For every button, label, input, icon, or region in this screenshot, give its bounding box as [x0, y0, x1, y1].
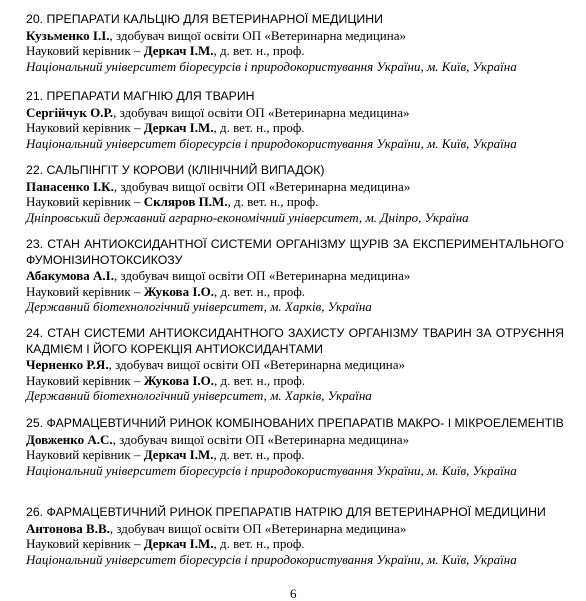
supervisor-name: Деркач І.М. [143, 536, 214, 552]
author-role: , здобувач вищої освіти ОП «Ветеринарна медицина» [112, 431, 410, 447]
author-role: , здобувач вищої освіти ОП «Ветеринарна медицина» [109, 27, 406, 43]
supervisor-suffix: , д. вет. н., проф. [213, 536, 305, 552]
supervisor-line [26, 284, 564, 300]
entry-title: 21. ПРЕПАРАТИ МАГНІЮ ДЛЯ ТВАРИН [26, 89, 255, 103]
supervisor-name: Деркач І.М. [143, 43, 214, 59]
supervisor-line [26, 43, 564, 59]
affiliation: Державний біотехнологічний університет, м. Харків, Україна [26, 299, 372, 315]
supervisor-line [26, 447, 564, 463]
supervisor-prefix: Науковий керівник – [26, 283, 144, 299]
author-line [26, 432, 564, 448]
author-role: , здобувач вищої освіти ОП «Ветеринарна медицина» [113, 104, 410, 120]
entry-title: 26. ФАРМАЦЕВТИЧНИЙ РИНОК ПРЕПАРАТІВ НАТРІЮ ДЛЯ ВЕТЕРИНАРНОЇ МЕДИЦИНИ [26, 505, 546, 519]
abstract-entry [26, 416, 564, 478]
supervisor-prefix: Науковий керівник – [26, 372, 144, 388]
supervisor-name: Деркач І.М. [143, 120, 214, 136]
supervisor-suffix: , д. вет. н., проф. [213, 447, 305, 463]
abstract-entry [26, 163, 564, 225]
author-name: Кузьменко І.І. [26, 27, 110, 43]
affiliation: Дніпровський державний аграрно-економічний університет, м. Дніпро, Україна [26, 209, 469, 225]
author-role: , здобувач вищої освіти ОП «Ветеринарна медицина» [113, 268, 411, 283]
supervisor-name: Скляров П.М. [143, 194, 228, 210]
entry-title: 22. САЛЬПІНГІТ У КОРОВИ (КЛІНІЧНИЙ ВИПАДОК) [26, 163, 325, 177]
supervisor-line [26, 373, 564, 389]
affiliation: Національний університет біоресурсів і природокористування України, м. Київ, Україна [26, 551, 517, 567]
supervisor-name: Деркач І.М. [143, 447, 214, 463]
entry-title: 24. СТАН СИСТЕМИ АНТИОКСИДАНТНОГО ЗАХИСТУ ОРГАНІЗМУ ТВАРИН ЗА ОТРУЄННЯ КАДМІЄМ І ЙОГО КОРЕКЦІЯ АНТИОКСИДАНТАМИ [26, 326, 564, 356]
supervisor-suffix: , д. вет. н., проф. [214, 372, 306, 388]
author-line [26, 521, 564, 537]
author-line [26, 357, 564, 373]
supervisor-name: Жукова І.О. [143, 283, 215, 299]
page-number: 6 [290, 586, 297, 601]
author-name: Сергійчук О.Р. [26, 104, 114, 120]
supervisor-line [26, 120, 564, 136]
author-line [26, 268, 564, 284]
affiliation: Національний університет біоресурсів і природокористування України, м. Київ, Україна [26, 135, 517, 151]
author-name: Черненко Р.Я. [26, 357, 109, 372]
supervisor-prefix: Науковий керівник – [26, 536, 144, 552]
abstract-entry [26, 237, 564, 315]
author-name: Довженко А.С. [26, 431, 113, 447]
affiliation: Державний біотехнологічний університет, м. Харків, Україна [26, 388, 372, 404]
abstract-entry [26, 505, 564, 567]
entry-title: 23. СТАН АНТИОКСИДАНТНОЇ СИСТЕМИ ОРГАНІЗМУ ЩУРІВ ЗА ЕКСПЕРИМЕНТАЛЬНОГО ФУМОНІЗИНОТОКСИКОЗУ [26, 237, 564, 267]
affiliation: Національний університет біоресурсів і природокористування України, м. Київ, Україна [26, 462, 517, 478]
supervisor-line [26, 536, 564, 552]
abstract-entry [26, 326, 564, 404]
abstract-entry [26, 89, 564, 151]
author-role: , здобувач вищої освіти ОП «Ветеринарна медицина» [108, 357, 406, 372]
abstract-entry [26, 12, 564, 74]
supervisor-suffix: , д. вет. н., проф. [227, 194, 319, 210]
author-name: Антонова В.В. [26, 520, 110, 536]
supervisor-line [26, 194, 564, 210]
supervisor-suffix: , д. вет. н., проф. [213, 43, 305, 59]
entry-title: 20. ПРЕПАРАТИ КАЛЬЦІЮ ДЛЯ ВЕТЕРИНАРНОЇ МЕДИЦИНИ [26, 12, 383, 26]
supervisor-suffix: , д. вет. н., проф. [214, 283, 306, 299]
supervisor-prefix: Науковий керівник – [26, 43, 144, 59]
supervisor-suffix: , д. вет. н., проф. [213, 120, 305, 136]
supervisor-prefix: Науковий керівник – [26, 120, 144, 136]
supervisor-prefix: Науковий керівник – [26, 194, 144, 210]
author-line [26, 28, 564, 44]
supervisor-name: Жукова І.О. [143, 372, 215, 388]
entry-title: 25. ФАРМАЦЕВТИЧНИЙ РИНОК КОМБІНОВАНИХ ПРЕПАРАТІВ МАКРО- І МІКРОЕЛЕМЕНТІВ [26, 416, 564, 430]
author-line [26, 105, 564, 121]
affiliation: Національний університет біоресурсів і природокористування України, м. Київ, Україна [26, 58, 517, 74]
author-role: , здобувач вищої освіти ОП «Ветеринарна медицина» [109, 520, 407, 536]
author-name: Панасенко І.К. [26, 178, 114, 194]
supervisor-prefix: Науковий керівник – [26, 447, 144, 463]
author-name: Абакумова А.І. [26, 268, 114, 283]
author-role: , здобувач вищої освіти ОП «Ветеринарна медицина» [113, 178, 411, 194]
author-line [26, 179, 564, 195]
